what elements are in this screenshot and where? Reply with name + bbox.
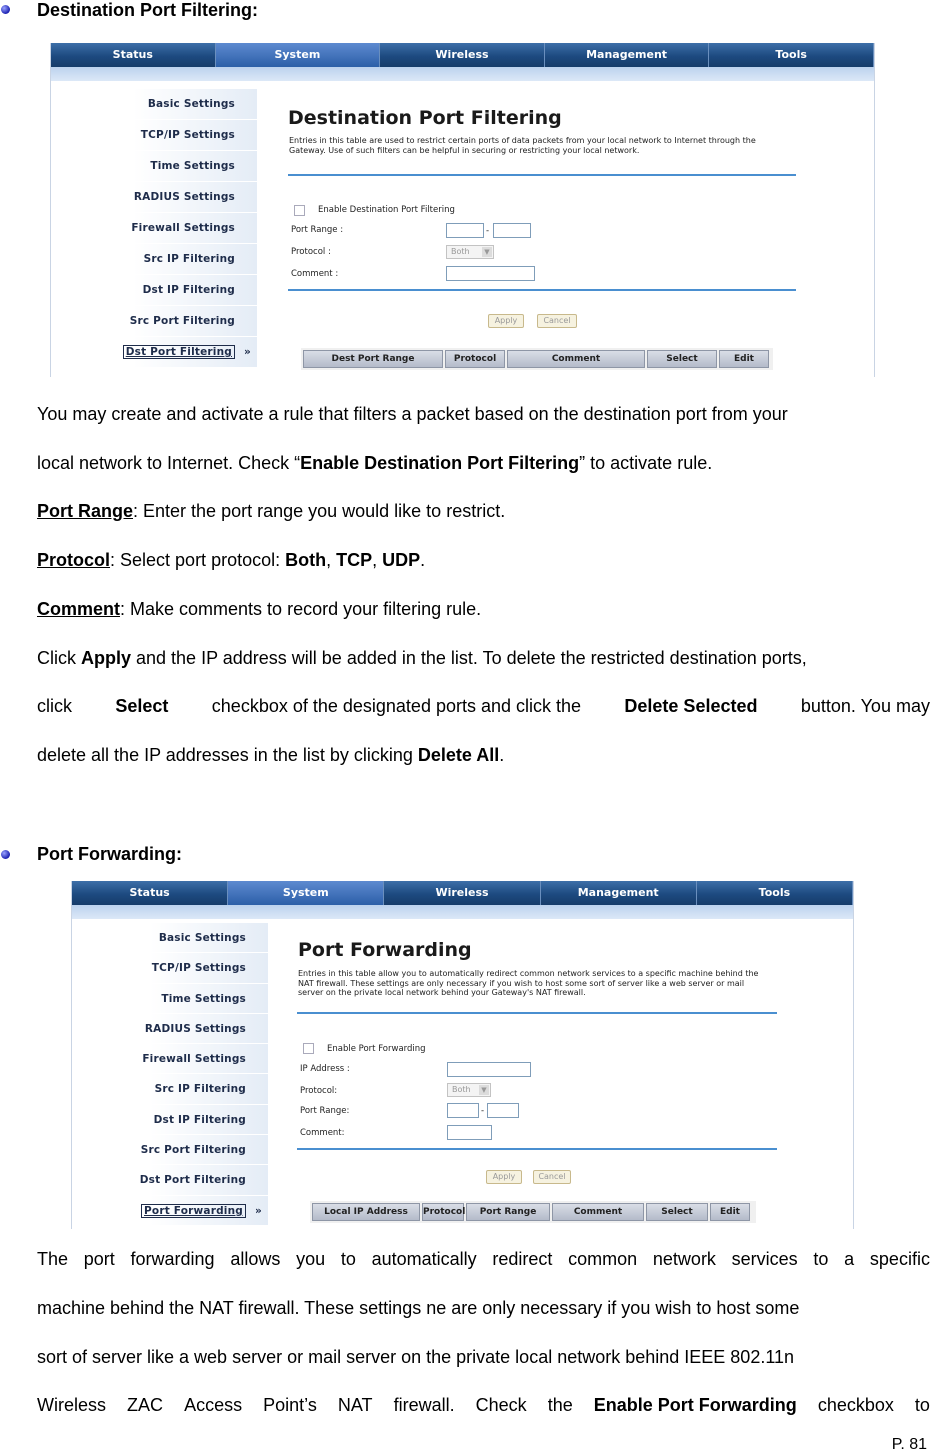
para-protocol: Protocol: Select port protocol: Both, TCP, UDP. (37, 550, 426, 570)
comment-label: Comment : (291, 269, 339, 279)
sidebar-item-firewall-settings[interactable]: Firewall Settings (72, 1044, 268, 1074)
sidebar-item-src-port-filtering[interactable]: Src Port Filtering (72, 1135, 268, 1165)
section-heading-port-forwarding: Port Forwarding: (37, 844, 182, 864)
para-delete-all: delete all the IP addresses in the list by clicking Delete All. (37, 745, 505, 765)
port-range-dash: - (481, 1106, 485, 1116)
nav-tab-system[interactable]: System (216, 43, 381, 67)
comment-input[interactable] (446, 266, 535, 281)
top-nav (51, 43, 874, 67)
para-click-apply: Click Apply and the IP address will be added in the list. To delete the restricted destination ports, (37, 648, 807, 668)
screenshot-dst-port-filtering (50, 43, 875, 377)
nav-tab-status[interactable]: Status (72, 881, 228, 905)
double-arrow-icon: » (255, 1204, 262, 1217)
nav-tab-wireless[interactable]: Wireless (380, 43, 545, 67)
nav-tab-status[interactable]: Status (51, 43, 216, 67)
chevron-down-icon: ▼ (482, 247, 492, 257)
column-comment: Comment (507, 350, 645, 368)
divider (297, 1012, 777, 1014)
column-select: Select (647, 350, 717, 368)
sidebar (51, 89, 257, 368)
divider (288, 289, 796, 291)
divider (297, 1148, 777, 1150)
cancel-button[interactable]: Cancel (537, 314, 577, 328)
ip-address-input[interactable] (447, 1062, 531, 1077)
sub-bar (72, 905, 853, 919)
sidebar-item-basic-settings[interactable]: Basic Settings (51, 89, 257, 120)
nav-tab-tools[interactable]: Tools (697, 881, 853, 905)
sidebar-item-dst-port-filtering[interactable]: Dst Port Filtering » (51, 337, 257, 368)
page-description: Entries in this table allow you to automatically redirect common network services to a specific machine behind the NAT firewall. These settings are only necessary if you wish to host some sort of server like a web server or mail server on the private local network behind your Gateway's NAT firewall. (298, 969, 759, 997)
page-description: Entries in this table are used to restrict certain ports of data packets from your local network to Internet through the Gateway. Use of such filters can be helpful in securing or restricting your local network. (289, 136, 756, 155)
sidebar-item-basic-settings[interactable]: Basic Settings (72, 923, 268, 953)
double-arrow-icon: » (244, 346, 251, 358)
sidebar-item-dst-ip-filtering[interactable]: Dst IP Filtering (51, 275, 257, 306)
column-comment: Comment (552, 1203, 644, 1221)
sidebar (72, 923, 268, 1226)
nav-tab-wireless[interactable]: Wireless (384, 881, 540, 905)
port-range-label: Port Range : (291, 225, 344, 235)
table-header (301, 348, 773, 370)
port-range-end-input[interactable] (487, 1103, 519, 1118)
cancel-button[interactable]: Cancel (533, 1170, 571, 1184)
port-range-end-input[interactable] (493, 223, 531, 238)
sidebar-item-src-port-filtering[interactable]: Src Port Filtering (51, 306, 257, 337)
ip-address-label: IP Address : (300, 1064, 350, 1074)
bullet-icon (1, 5, 10, 14)
sidebar-item-dst-ip-filtering[interactable]: Dst IP Filtering (72, 1105, 268, 1135)
protocol-select[interactable]: Both ▼ (447, 1083, 491, 1097)
para-comment: Comment: Make comments to record your filtering rule. (37, 599, 482, 619)
para-pf-line3: sort of server like a web server or mail server on the private local network behind IEEE 802.11n (37, 1347, 795, 1367)
column-select: Select (646, 1203, 708, 1221)
nav-tab-management[interactable]: Management (541, 881, 697, 905)
sidebar-item-firewall-settings[interactable]: Firewall Settings (51, 213, 257, 244)
comment-label: Comment: (300, 1128, 345, 1138)
sidebar-item-port-forwarding[interactable]: Port Forwarding » (72, 1196, 268, 1226)
para-pf-line4: Wireless ZAC Access Point’s NAT firewall. Check the Enable Port Forwarding checkbox to (37, 1395, 930, 1415)
protocol-label: Protocol: (300, 1086, 338, 1096)
page-title: Port Forwarding (298, 939, 472, 961)
table-header (310, 1201, 756, 1223)
sidebar-item-tcpip-settings[interactable]: TCP/IP Settings (72, 953, 268, 983)
sidebar-item-dst-port-filtering[interactable]: Dst Port Filtering (72, 1165, 268, 1195)
para-intro-line2: local network to Internet. Check “Enable Destination Port Filtering” to activate rule. (37, 453, 713, 473)
enable-label: Enable Destination Port Filtering (318, 205, 455, 215)
para-click-select: click Select checkbox of the designated ports and click the Delete Selected button. You may (37, 696, 930, 716)
column-dest-port-range: Dest Port Range (303, 350, 443, 368)
port-range-label: Port Range: (300, 1106, 350, 1116)
port-range-start-input[interactable] (446, 223, 484, 238)
nav-tab-tools[interactable]: Tools (709, 43, 874, 67)
sidebar-item-src-ip-filtering[interactable]: Src IP Filtering (51, 244, 257, 275)
comment-input[interactable] (447, 1125, 492, 1140)
column-protocol: Protocol (422, 1203, 464, 1221)
enable-port-forwarding-checkbox[interactable] (303, 1043, 314, 1054)
enable-dst-port-filtering-checkbox[interactable] (294, 205, 305, 216)
sidebar-item-time-settings[interactable]: Time Settings (72, 984, 268, 1014)
column-protocol: Protocol (445, 350, 505, 368)
section-heading-dst-port: Destination Port Filtering: (37, 0, 259, 20)
sidebar-item-radius-settings[interactable]: RADIUS Settings (51, 182, 257, 213)
page-number: P. 81 (891, 1436, 927, 1453)
screenshot-port-forwarding (71, 881, 854, 1229)
port-range-start-input[interactable] (447, 1103, 479, 1118)
nav-tab-management[interactable]: Management (545, 43, 710, 67)
para-port-range: Port Range: Enter the port range you would like to restrict. (37, 501, 506, 521)
chevron-down-icon: ▼ (479, 1085, 489, 1095)
sub-bar (51, 67, 874, 81)
sidebar-item-time-settings[interactable]: Time Settings (51, 151, 257, 182)
protocol-select[interactable]: Both ▼ (446, 245, 494, 259)
top-nav (72, 881, 853, 905)
nav-tab-system[interactable]: System (228, 881, 384, 905)
page-title: Destination Port Filtering (288, 107, 562, 129)
divider (288, 174, 796, 176)
column-edit: Edit (719, 350, 769, 368)
para-pf-line2: machine behind the NAT firewall. These settings ne are only necessary if you wish to host some (37, 1298, 800, 1318)
sidebar-item-tcpip-settings[interactable]: TCP/IP Settings (51, 120, 257, 151)
para-intro-line1: You may create and activate a rule that filters a packet based on the destination port from your (37, 404, 788, 424)
column-local-ip-address: Local IP Address (312, 1203, 420, 1221)
column-port-range: Port Range (466, 1203, 550, 1221)
apply-button[interactable]: Apply (486, 1170, 522, 1184)
sidebar-item-src-ip-filtering[interactable]: Src IP Filtering (72, 1074, 268, 1104)
column-edit: Edit (710, 1203, 750, 1221)
protocol-label: Protocol : (291, 247, 331, 257)
port-range-dash: - (486, 226, 490, 236)
enable-label: Enable Port Forwarding (327, 1044, 426, 1054)
apply-button[interactable]: Apply (488, 314, 524, 328)
para-pf-line1: The port forwarding allows you to automatically redirect common network services to a specific (37, 1249, 930, 1269)
sidebar-item-radius-settings[interactable]: RADIUS Settings (72, 1014, 268, 1044)
bullet-icon (1, 850, 10, 859)
